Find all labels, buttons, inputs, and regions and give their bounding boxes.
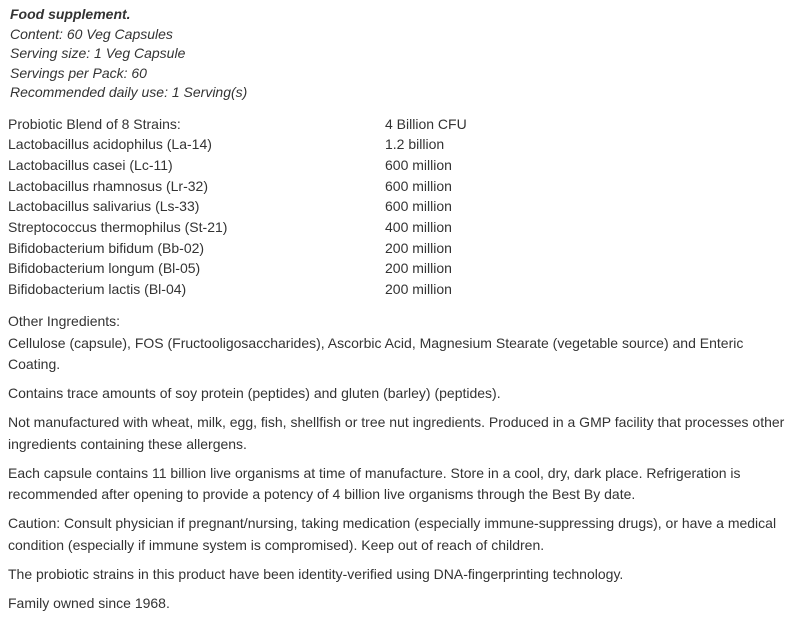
table-row	[8, 238, 787, 259]
trace-allergens-paragraph: Contains trace amounts of soy protein (peptides) and gluten (barley) (peptides).	[8, 385, 501, 402]
strain-amount: 200 million	[385, 260, 452, 277]
table-row	[8, 176, 787, 197]
strain-name: Lactobacillus acidophilus (La-14)	[8, 136, 212, 153]
strain-amount: 600 million	[385, 177, 452, 194]
strain-amount: 400 million	[385, 219, 452, 236]
servings-per-pack-line: Servings per Pack: 60	[10, 64, 147, 81]
recommended-daily-use-line: Recommended daily use: 1 Serving(s)	[10, 84, 248, 100]
dna-verified-paragraph: The probiotic strains in this product have been identity-verified using DNA-fingerprinting technology.	[8, 565, 624, 582]
strain-amount: 200 million	[385, 281, 452, 298]
table-row	[8, 155, 787, 176]
caution-paragraph: Caution: Consult physician if pregnant/nursing, taking medication (especially immune-suppressing drugs), or have a medical condition (especially if immune system is compromised). Keep out of reach of children.	[8, 515, 777, 553]
other-ingredients-label: Other Ingredients:	[8, 312, 121, 329]
other-ingredients-text: Cellulose (capsule), FOS (Fructooligosaccharides), Ascorbic Acid, Magnesium Stearate (vegetable source) and Enteric Coating.	[8, 334, 744, 373]
notes-section	[8, 311, 787, 615]
table-row	[8, 196, 787, 217]
supplement-facts-table	[8, 114, 787, 300]
strain-name: Bifidobacterium bifidum (Bb-02)	[8, 239, 205, 256]
strain-amount: 1.2 billion	[385, 136, 445, 153]
food-supplement-title: Food supplement.	[10, 6, 131, 22]
strain-amount: 600 million	[385, 198, 452, 215]
manufacturing-paragraph: Not manufactured with wheat, milk, egg, fish, shellfish or tree nut ingredients. Produced in a GMP facility that processes other ingredients containing these allergens.	[8, 414, 785, 452]
strain-amount: 600 million	[385, 156, 452, 173]
table-row	[8, 217, 787, 238]
strain-amount: 200 million	[385, 239, 452, 256]
strain-name: Streptococcus thermophilus (St-21)	[8, 219, 228, 236]
table-row	[8, 134, 787, 155]
storage-paragraph: Each capsule contains 11 billion live organisms at time of manufacture. Store in a cool, dry, dark place. Refrigeration is recommended after opening to provide a potency of 4 billion live organisms through the Best By date.	[8, 464, 741, 503]
table-row	[8, 114, 787, 135]
serving-size-line: Serving size: 1 Veg Capsule	[10, 45, 186, 61]
strain-amount: 4 Billion CFU	[385, 115, 467, 132]
table-row	[8, 279, 787, 300]
other-ingredients-paragraph	[8, 311, 787, 376]
content-line: Content: 60 Veg Capsules	[10, 25, 173, 42]
strain-name: Bifidobacterium longum (Bl-05)	[8, 260, 201, 277]
strain-name: Lactobacillus salivarius (Ls-33)	[8, 198, 200, 215]
table-row	[8, 258, 787, 279]
family-owned-paragraph: Family owned since 1968.	[8, 594, 170, 611]
strain-name: Lactobacillus casei (Lc-11)	[8, 156, 173, 173]
strain-name: Bifidobacterium lactis (Bl-04)	[8, 281, 187, 298]
strain-name: Lactobacillus rhamnosus (Lr-32)	[8, 177, 208, 194]
supplement-intro	[8, 5, 787, 103]
strain-name: Probiotic Blend of 8 Strains:	[8, 115, 181, 132]
